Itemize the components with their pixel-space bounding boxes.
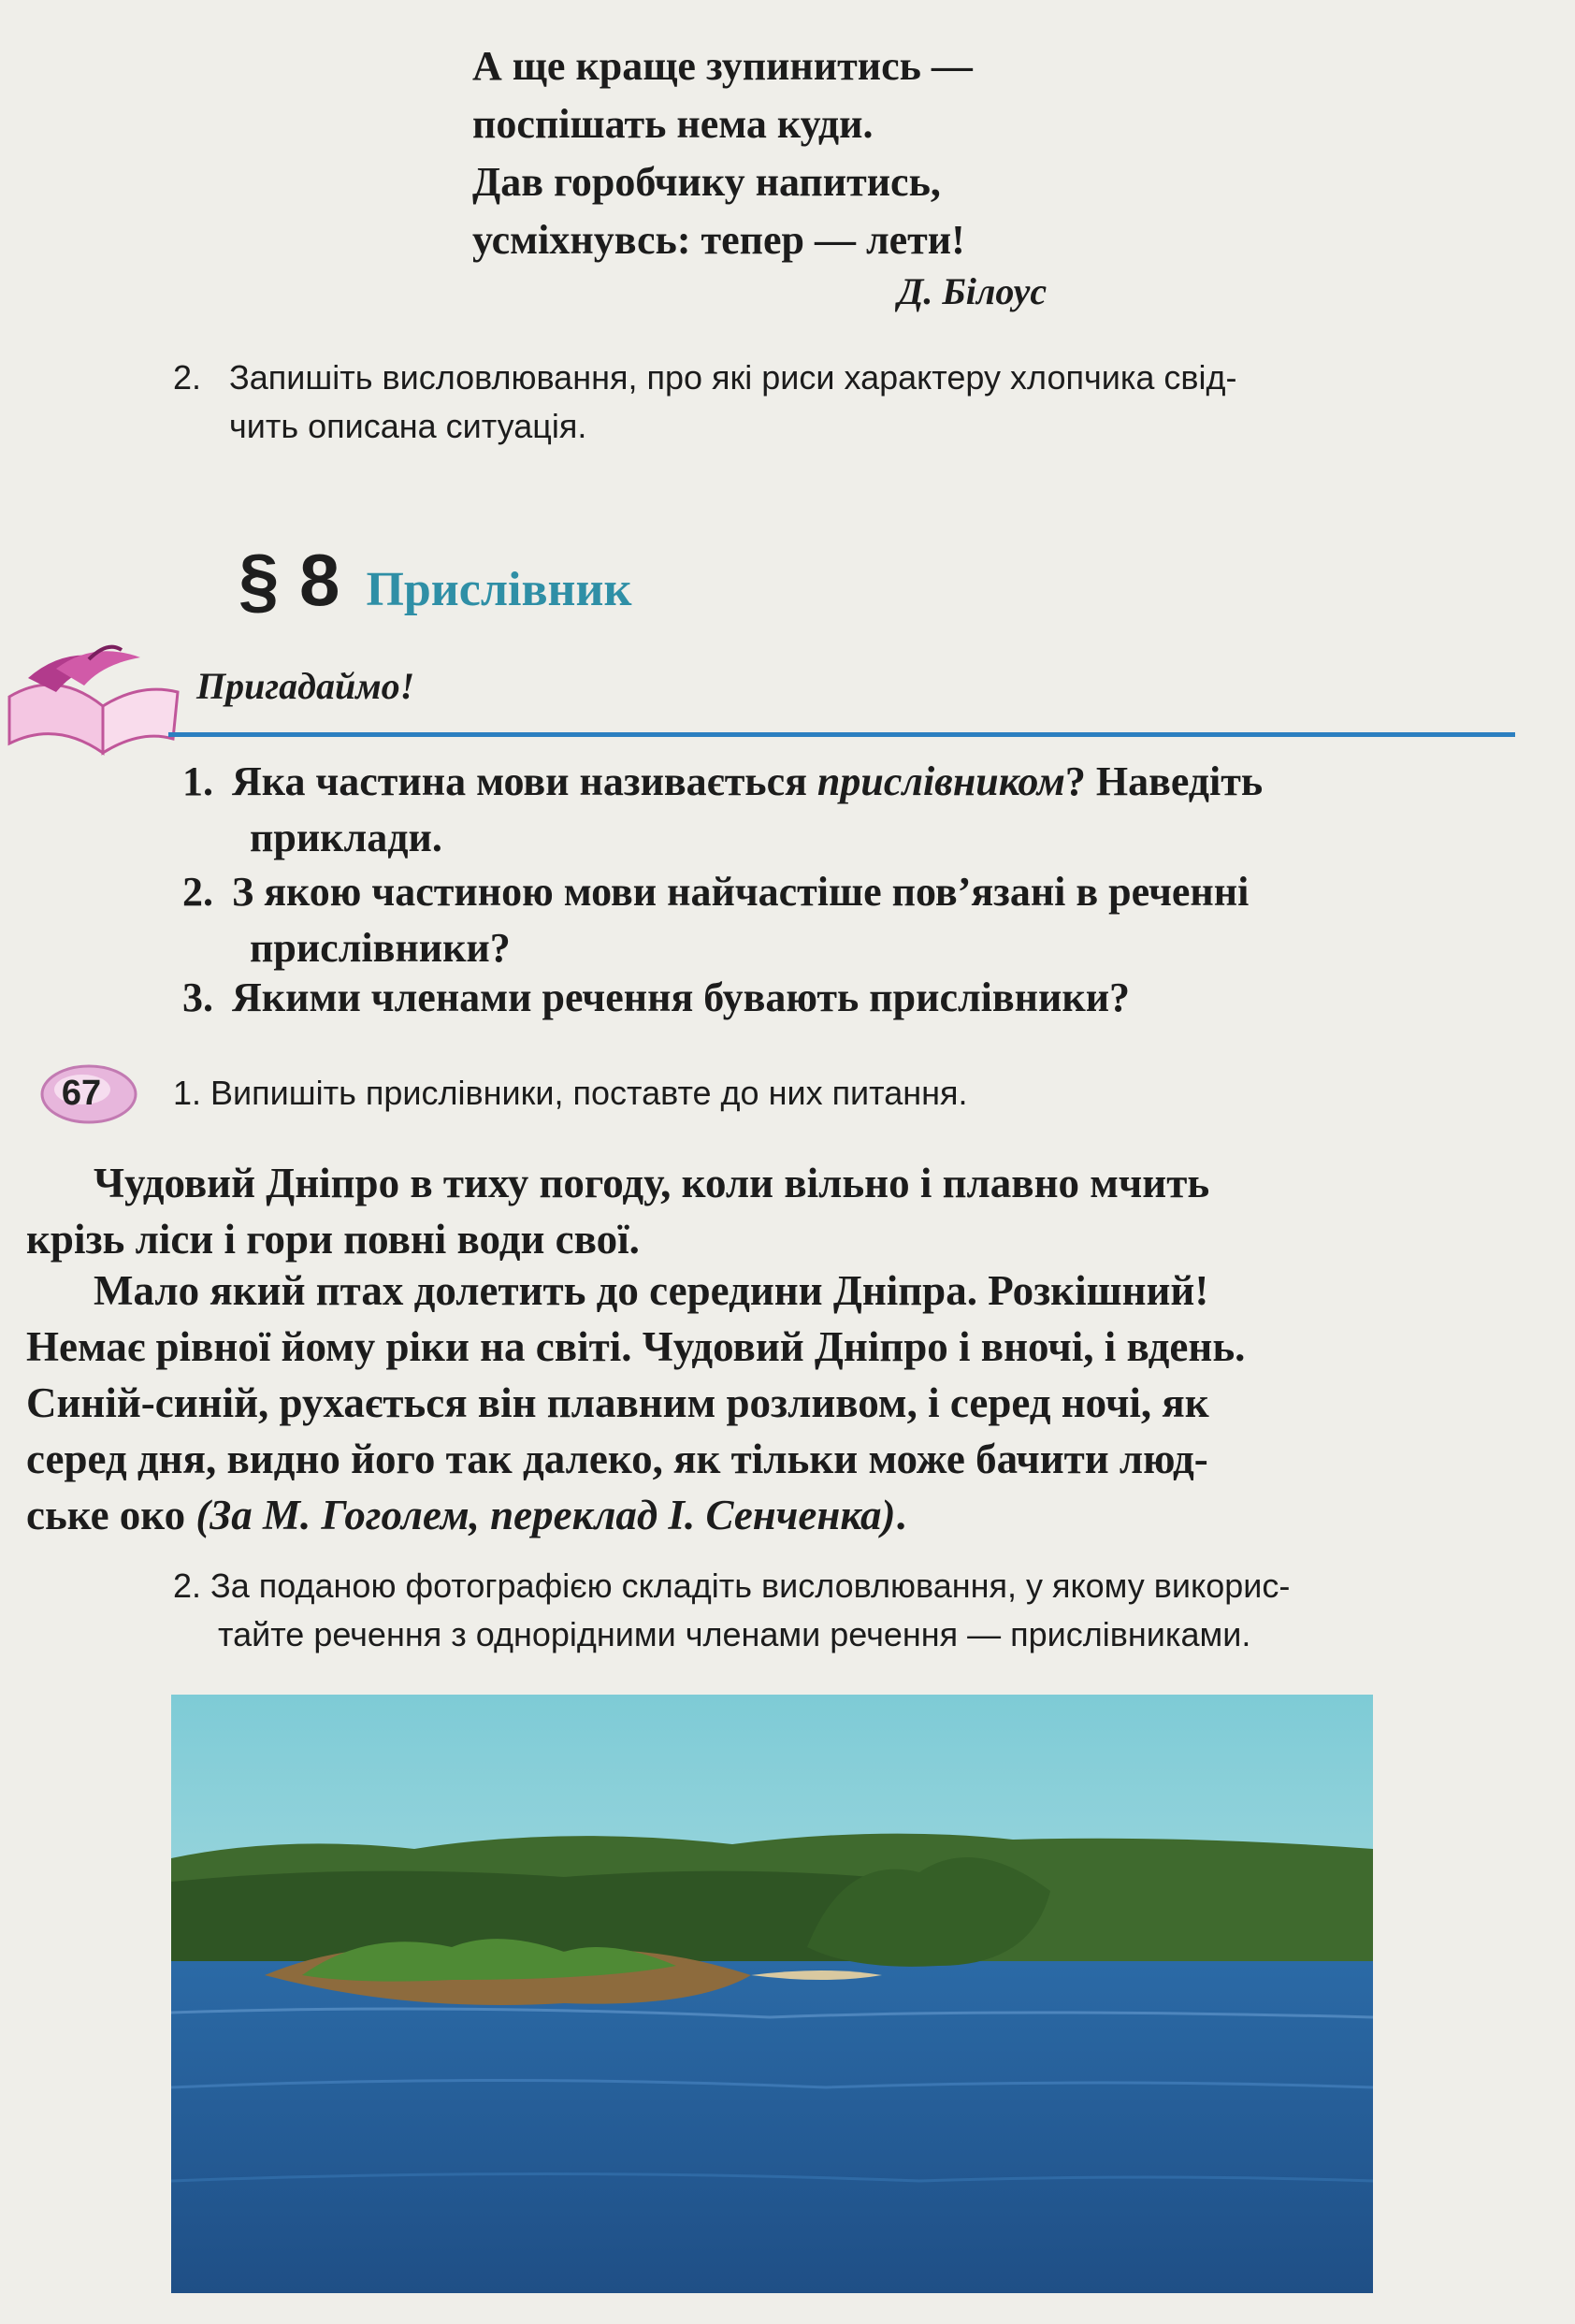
question-item — [182, 864, 1520, 976]
question-term: прислівником — [816, 758, 1065, 804]
exercise-number: 67 — [61, 1074, 102, 1113]
poem-line: поспішать нема куди. — [472, 101, 874, 147]
paragraph-line: . — [895, 1492, 906, 1538]
exercise-paragraph — [26, 1263, 1513, 1543]
question-text: Якими членами речення бувають прислівники? — [232, 974, 1131, 1020]
paragraph-line: ське око — [26, 1492, 196, 1538]
remember-divider — [168, 732, 1515, 737]
exercise-task-2 — [173, 1562, 1520, 1659]
paragraph-line: Синій-синій, рухається він плавним розливом, і серед ночі, як — [26, 1379, 1209, 1426]
task-text-line: Запишіть висловлювання, про які риси характеру хлопчика свід- — [229, 358, 1237, 397]
question-item — [182, 970, 1520, 1026]
paragraph-line: крізь ліси і гори повні води свої. — [26, 1216, 640, 1263]
section-heading — [238, 538, 631, 623]
section-number: § 8 — [238, 539, 340, 621]
question-text: ? Наведіть — [1064, 758, 1264, 804]
dnipro-river-photo — [171, 1695, 1373, 2293]
task-text-line: 2. За поданою фотографією складіть висловлювання, у якому викорис- — [173, 1566, 1291, 1605]
poem-author: Д. Білоус — [898, 270, 1048, 312]
question-item — [182, 754, 1520, 866]
exercise-task-1: 1. Випишіть прислівники, поставте до них питання. — [173, 1074, 968, 1112]
exercise-paragraph — [26, 1155, 1513, 1267]
paragraph-line: серед дня, видно його так далеко, як тільки може бачити люд- — [26, 1436, 1208, 1482]
poem — [472, 37, 1221, 269]
question-number: 2. — [182, 869, 213, 915]
question-text: З якою частиною мови найчастіше пов’язані в реченні — [232, 869, 1250, 915]
question-text: приклади. — [250, 815, 442, 860]
task-top — [173, 354, 1520, 451]
question-number: 1. — [182, 758, 213, 804]
task-text-line: чить описана ситуація. — [229, 407, 587, 445]
poem-line: А ще краще зупинитись — — [472, 43, 973, 89]
paragraph-line: Мало який птах долетить до середини Дніпра. Розкішний! — [94, 1267, 1209, 1314]
question-text: прислівники? — [250, 925, 511, 971]
question-text: Яка частина мови називається — [232, 758, 817, 804]
question-number: 3. — [182, 974, 213, 1020]
task-text-line: тайте речення з однорідними членами речення — прислівниками. — [218, 1615, 1251, 1653]
task-number: 2. — [173, 358, 202, 397]
section-title: Прислівник — [366, 563, 632, 616]
paragraph-line: Чудовий Дніпро в тиху погоду, коли вільно і плавно мчить — [94, 1160, 1210, 1206]
poem-line: усміхнувсь: тепер — лети! — [472, 217, 965, 263]
paragraph-line: Немає рівної йому ріки на світі. Чудовий Дніпро і вночі, і вдень. — [26, 1323, 1246, 1370]
open-book-icon — [0, 641, 187, 762]
remember-label: Пригадаймо! — [196, 665, 415, 707]
poem-line: Дав горобчику напитись, — [472, 159, 941, 205]
text-source: (За М. Гоголем, переклад І. Сенченка) — [195, 1492, 896, 1538]
